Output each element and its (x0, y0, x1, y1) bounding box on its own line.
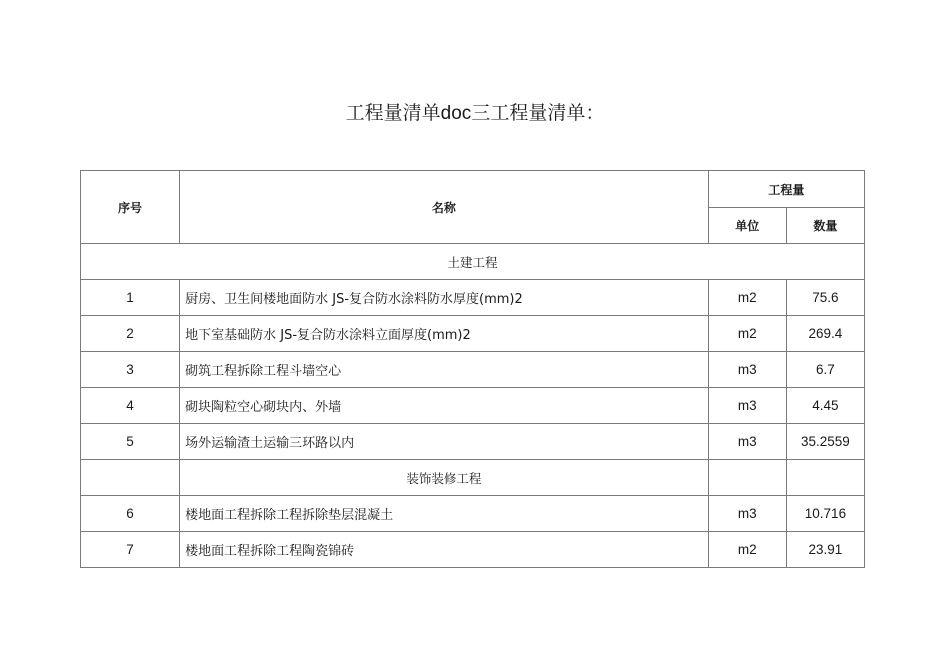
table-row (81, 280, 865, 316)
row-no: 5 (81, 424, 180, 460)
row-name: 砌筑工程拆除工程斗墙空心 (180, 352, 709, 388)
section-empty-unit (708, 460, 786, 496)
table-row (81, 316, 865, 352)
row-unit: m2 (708, 316, 786, 352)
row-qty: 10.716 (786, 496, 864, 532)
row-unit: m3 (708, 352, 786, 388)
row-unit: m3 (708, 496, 786, 532)
bill-of-quantities-table (80, 170, 865, 568)
table-row (81, 388, 865, 424)
section-row-decoration (81, 460, 865, 496)
row-unit: m3 (708, 388, 786, 424)
title-suffix: 三工程量清单： (471, 102, 605, 124)
row-no: 7 (81, 532, 180, 568)
row-name: 场外运输渣土运输三环路以内 (180, 424, 709, 460)
row-unit: m3 (708, 424, 786, 460)
table-row (81, 496, 865, 532)
row-qty: 35.2559 (786, 424, 864, 460)
title-prefix: 工程量清单 (345, 102, 441, 124)
row-no: 1 (81, 280, 180, 316)
row-name: 砌块陶粒空心砌块内、外墙 (180, 388, 709, 424)
section-title: 土建工程 (81, 244, 865, 280)
row-name: 楼地面工程拆除工程拆除垫层混凝土 (180, 496, 709, 532)
title-latin: doc (440, 103, 472, 124)
row-qty: 23.91 (786, 532, 864, 568)
section-empty-no (81, 460, 180, 496)
row-qty: 269.4 (786, 316, 864, 352)
row-unit: m2 (708, 280, 786, 316)
header-no: 序号 (81, 171, 180, 244)
document-title (0, 100, 950, 127)
table-row (81, 352, 865, 388)
row-qty: 75.6 (786, 280, 864, 316)
row-name: 厨房、卫生间楼地面防水 JS-复合防水涂料防水厚度(mm)2 (180, 280, 709, 316)
row-no: 4 (81, 388, 180, 424)
section-empty-qty (786, 460, 864, 496)
row-no: 6 (81, 496, 180, 532)
row-no: 3 (81, 352, 180, 388)
section-row-civil (81, 244, 865, 280)
row-no: 2 (81, 316, 180, 352)
header-name: 名称 (180, 171, 709, 244)
header-unit: 单位 (708, 208, 786, 244)
header-amount: 数量 (786, 208, 864, 244)
row-unit: m2 (708, 532, 786, 568)
header-quantities-group: 工程量 (708, 171, 864, 208)
table-row (81, 532, 865, 568)
row-name: 地下室基础防水 JS-复合防水涂料立面厚度(mm)2 (180, 316, 709, 352)
table-row (81, 424, 865, 460)
row-qty: 6.7 (786, 352, 864, 388)
section-title: 装饰装修工程 (180, 460, 709, 496)
row-name: 楼地面工程拆除工程陶瓷锦砖 (180, 532, 709, 568)
row-qty: 4.45 (786, 388, 864, 424)
